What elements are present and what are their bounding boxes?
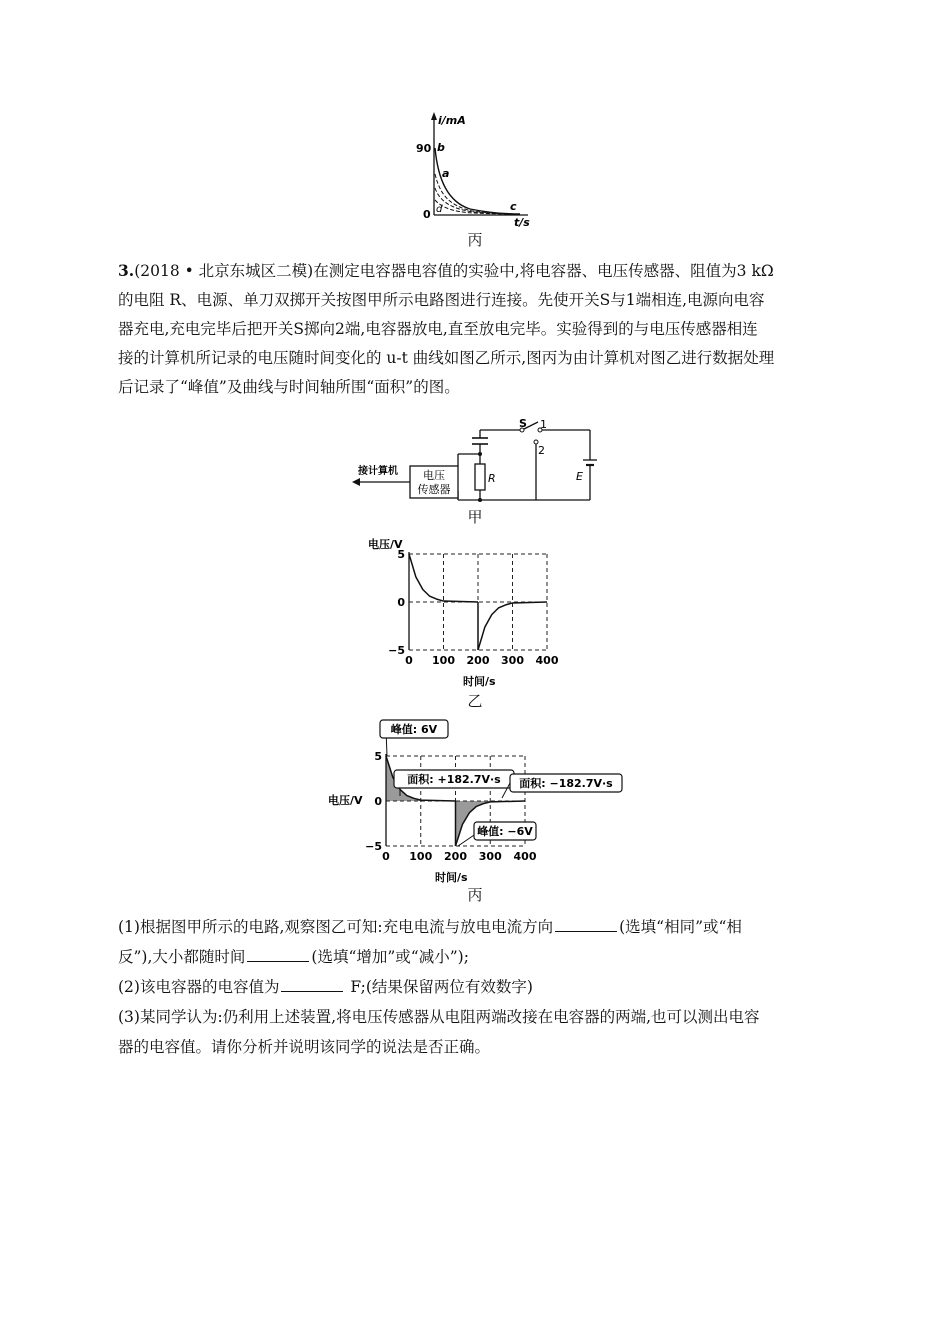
sensor-label-1: 电压: [423, 469, 445, 482]
y-tick-2: −5: [388, 644, 405, 657]
x-tick-4: 400: [513, 850, 537, 863]
chart-yi-ylabel: 电压/V: [368, 538, 403, 551]
label-b: b: [437, 141, 445, 154]
y-tick-2: −5: [365, 840, 382, 853]
blank-direction[interactable]: [555, 915, 617, 932]
y-tick-0: 5: [374, 750, 382, 763]
y-axis-arrow: [431, 112, 437, 120]
x-tick-1: 100: [432, 654, 455, 667]
chart-bing-ylabel: 电压/V: [328, 794, 363, 807]
x-tick-0: 0: [382, 850, 390, 863]
source-label: E: [576, 470, 583, 483]
switch-label: S: [519, 417, 527, 430]
q1-line1: (1)根据图甲所示的电路,观察图乙可知:充电电流与放电电流方向 (选填“相同”或“相: [118, 912, 830, 942]
resistor: [475, 464, 485, 490]
q3-line1: (3)某同学认为:仍利用上述装置,将电压传感器从电阻两端改接在电容器的两端,也可以测出电容: [118, 1008, 760, 1026]
x-tick-2: 200: [444, 850, 467, 863]
question-number: 3.: [118, 261, 135, 280]
intro-line-5: 后记录了“峰值”及曲线与时间轴所围“面积”的图。: [118, 378, 460, 396]
intro-line-3: 器充电,充电完毕后把开关S掷向2端,电容器放电,直至放电完毕。实验得到的与电压传感器相连: [118, 320, 758, 338]
label-c: c: [510, 200, 517, 213]
chart-yi-svg: [365, 534, 575, 692]
origin-label: 0: [423, 208, 431, 221]
caption-jia: 甲: [467, 508, 483, 526]
circuit-diagram: [350, 416, 600, 508]
annotation-text-0: 峰值: 6V: [390, 723, 438, 736]
intro-line-1: 3.(2018 • 北京东城区二模)在测定电容器电容值的实验中,将电容器、电压传感器、阻值为3 kΩ: [118, 261, 774, 280]
x-tick-2: 200: [466, 654, 490, 667]
caption-yi: 乙: [467, 692, 483, 710]
x-tick-1: 100: [409, 850, 433, 863]
terminal-1-label: 1: [540, 418, 547, 431]
y-tick-1: 0: [397, 596, 405, 609]
x-tick-3: 300: [478, 850, 502, 863]
x-tick-0: 0: [405, 654, 413, 667]
chart-bing-svg: [320, 718, 630, 884]
x-tick-4: 400: [535, 654, 559, 667]
annotation-text-2: 面积: −182.7V·s: [519, 777, 613, 790]
y-axis-label: i/mA: [438, 114, 466, 127]
figure-circuit: [350, 416, 600, 508]
blank-capacitance[interactable]: [281, 975, 343, 992]
label-a: a: [442, 167, 450, 180]
y-tick-90: 90: [416, 142, 432, 155]
annotation-text-1: 面积: +182.7V·s: [407, 773, 501, 786]
label-d: d: [436, 204, 443, 215]
chart-bing-xlabel: 时间/s: [435, 871, 468, 884]
intro-line-4: 接的计算机所记录的电压随时间变化的 u-t 曲线如图乙所示,图丙为由计算机对图乙进行数据处理: [118, 349, 775, 367]
terminal-2-label: 2: [538, 444, 545, 457]
chart-yi-xlabel: 时间/s: [463, 675, 496, 688]
to-computer-arrow: [352, 478, 360, 486]
figure-current-time: [410, 110, 540, 230]
computer-label: 接计算机: [358, 466, 398, 477]
sensor-label-2: 传感器: [417, 483, 451, 496]
blank-trend[interactable]: [247, 945, 309, 962]
annotation-text-3: 峰值: −6V: [477, 825, 533, 838]
caption-bing: 丙: [467, 886, 483, 904]
x-tick-3: 300: [501, 654, 524, 667]
q2-line: (2)该电容器的电容值为 F;(结果保留两位有效数字): [118, 972, 830, 1002]
resistor-label: R: [488, 472, 496, 485]
q3-line2: 器的电容值。请你分析并说明该同学的说法是否正确。: [118, 1038, 491, 1056]
caption-bing-top: 丙: [467, 231, 483, 249]
chart-bing: [320, 718, 630, 884]
q1-line2: 反”),大小都随时间 (选填“增加”或“减小”);: [118, 942, 830, 972]
y-tick-1: 0: [374, 795, 382, 808]
y-tick-0: 5: [397, 548, 405, 561]
intro-line-2: 的电阻 R、电源、单刀双掷开关按图甲所示电路图进行连接。先使开关S与1端相连,电源向电容: [118, 291, 765, 309]
question-intro: [118, 256, 830, 402]
chart-yi: [365, 534, 575, 692]
sub-questions: [118, 912, 830, 1062]
current-time-plot: [410, 110, 540, 230]
x-axis-label: t/s: [514, 216, 530, 229]
